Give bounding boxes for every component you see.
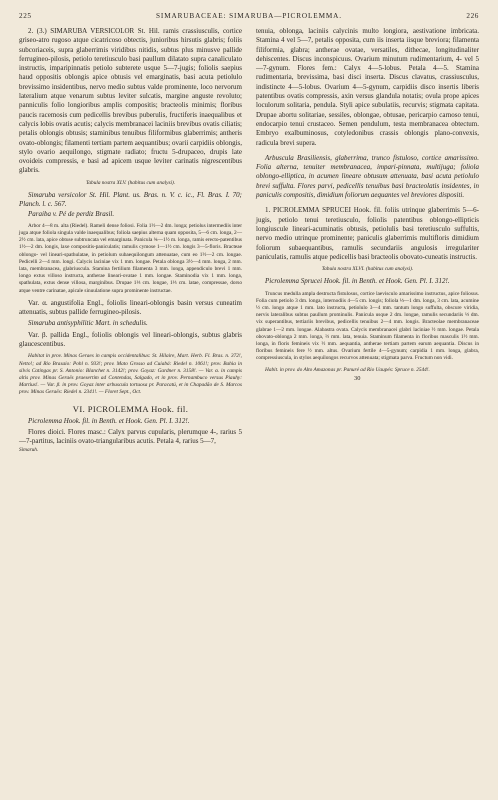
running-title: SIMARUBACEAE: SIMARUBA—PICROLEMMA.	[156, 12, 342, 20]
vernacular-name: Paraiba v. Pé de perdiz Brasil.	[28, 209, 115, 218]
running-head	[19, 12, 479, 21]
right-column	[256, 27, 479, 454]
detailed-description: Arbor 4—8 m. alta (Riedel). Rameli dense foliosi. Folia 1½—2 dm. longa; petiolus intermediis inter juga atque foliola singula valde inaequalibus; foliola saepius alterna quam opposita, 5—6 cm. longa, 2—2½ cm. lata, apice obtuse subtruncata vel emarginata. Panicula ¾—1½ m. longa, ramis erecto-patentibus 1½—2 dm. longis, laxe compositis-paniculatis; ramulis cymose 1—1½ cm. longis 3—5-floris. Bracteae oblongo- vel lineari-spathulatae, in petiolum subaequilongum attenuatae, cum eo 1½—2 cm. longae. Pedicelli 2—4 mm. longi. Calycis laciniae vix 1 mm. longae. Petala oblonga 3½—4 mm. longa, 2 mm. lata, membranacea, glabriuscula. Stamina fertilium filamenta 3 mm. longa, appendiculo brevi 1 mm. longo extus villoso instructa, antherae lineari-ovatae 1 mm. longae. Staminodia vix 1 mm. longa, spathulata, extus dense villosa, marginibus. Drupae 1⅓ cm. longae, 1⅓ cm. latae, compressae, dorso atque ventre carinatae, apicale sinuulatione supra prominente instructae.	[19, 222, 242, 294]
variety-beta: Var. β. pallida Engl., foliolis oblongis vel lineari-oblongis, subtus glabris glaucescentibus.	[19, 330, 242, 349]
habitat-note: Habitat in prov. Minas Geraes in campis occidentalibus: St. Hilaire, Mart. Herb. Fl. Bras. n. 372!, Netto!; ad Rio Brasaio: Pohl n. 933!; prov. Mato Grosso ad Cuiabá: Riedel n. 1061!; prov. Bahia in silvis Catingas pr. S. Antonio: Blanchet n. 3142!; prov. Goyaz: Gardner n. 3158!. — Var. α. in campis altis prov. Minas Geraës praesertim ad Contendas, Salgado, et in prov. Pernambuco versus Piauhy: Martius!. — Var. β. in prov. Goyaz inter arbuscula tortuosa pr. Paracatú, et in Chapadão de S. Marcos prov. Minas Geraës: Riedel n. 2341!. — Floret Sept., Oct.	[19, 353, 242, 396]
variety-alpha: Var. α. angustifolia Engl., foliolis lineari-oblongis basin versus cuneatim attenuatis, subtus pallide ferrugineo-pilosis.	[19, 298, 242, 317]
left-column	[19, 27, 242, 454]
plate-reference: Tabula nostra XLVI. (habitus cum analysi).	[321, 266, 414, 273]
page-number-right: 226	[466, 12, 479, 20]
genus-description: Flores dioici. Flores masc.: Calyx parvus cupularis, plerumque 4-, rarius 5—7-partitus, laciniis ovato-triangularibus acutis. Petala 4, rarius 5—7,	[19, 427, 242, 446]
plate-reference: Tabula nostra XLV. (habitus cum analysi).	[85, 179, 176, 186]
habit-description: Arbuscula Brasiliensis, glaberrima, trunco fistuloso, cortice amarissimo. Folia alterna, tenuiter membranacea, impari-pinnata, multijuga; foliola oblongo-elliptica, in acumen lineare obtusum attenuata, basi acuta petiolulo brevi suffulta. Flores parvi, pedicellis tenuibus basi bracteolatis insidentes, in paniculis compositis, dimidium foliorum aequantes vel breviores dispositi.	[256, 153, 479, 200]
fascicle-number: 30	[354, 374, 361, 382]
genus-reference: Picrolemma Hook. fil. in Benth. et Hook. Gen. Pl. I. 312!.	[28, 416, 190, 425]
species-description: 1. PICROLEMMA SPRUCEI Hook. fil. foliis utrinque glaberrimis 5—6-jugis, petiolo tenui teretiusculo, foliolis patentibus oblongo-ellipticis longiuscule lineari-acuminatis obtusis, petiolulis basi teretiusculo suffultis, nervo medio utrinque prominente; paniculis glaberrimis multifloris dimidium foliorum subaequantibus, ramulis secundariis angulosis irregulariter paniculatis, ramulis atque pedicellis basi bracteolis obovato-cuneatis instructis.	[256, 206, 479, 261]
genus-heading: VI. PICROLEMMA Hook. fil.	[72, 403, 189, 414]
species-description: 2. (3.) SIMARUBA VERSICOLOR St. Hil. ramis crassiusculis, cortice griseo-atro rugoso atque cicatricoso obtectis, junioribus hirsutis glabris; foliis subcoriaceis, supra glaberrimis viridibus nitidis, subtus plus minusve pallide ferrugineo-pilosis, petiolo teretiusculo basi paullum dilatato supra canaliculato instructis, imparipinnatis petiolo subterete usque 5—7-jugis; foliolis saepius haud oppositis oblongis apice obtusis vel emarginatis, basi acuta petiolulo brevissimo insidentibus, nervo medio subtus valde prominente, loco nervorum lateralium atque venarum subtus leviter sulcatis, margine anguste revoluto; panniculis folio longioribus amplis compositis; bracteolis minimis; floribus paucis racemosis cum pedicellis brevibus puberulis, fructiferis inaequalibus et calycis lobis ovatis acutis; calycis membranacei laciniis brevibus ovatis ciliatis; petalis oblongis obtusis; staminibus tenuibus filiformibus glaberrimis; antheris ovato-oblongis; filamenti tertiam partem aequantibus; ovarii carpidiis oblongis, stylo ovario aequilongo, stigmate radiato; fructu 5-drupaceo, drupis late ovoideis compressis, e basi ad apicem usque leviter carinatis nigrescentibus glabris.	[19, 27, 242, 175]
synonymy: Picrolemma Sprucei Hook. fil. in Benth. et Hook. Gen. Pl. I. 312!.	[265, 277, 450, 286]
columns	[19, 27, 479, 454]
genus-description-continued: tenuia, oblonga, laciniis calycinis multo longiora, aestivatione imbricata. Stamina 4 vel 5—7, petalis opposita, cum iis inserta iisque breviora; filamenta filiformia, glabra; antherae ovatae, versatiles, dithecae, longitudinaliter dehiscentes. Discus inconspicuus. Ovarium minutum rudimentarium, 4- vel 5—7-gynum. Flores fem.: Calyx 4—5-lobus. Petala 4—5. Stamina rudimentaria, brevissima, basi disci inserta. Discus clavatus, crassiusculus, indistincte 4—5-lobus. Ovarium 4—5-gynum, carpidiis disco insertis liberis patentibus ovatis compressis, axin versus glandula notatis; ovula prope apices loculorum solitaria, pendula. Styli apice subulatiis, recurvis; stigmata capitata. Drupae abortu solitariae, sessiles, oblongae, obtusae, pericarpio carnoso tenui, endocarpio tenui crustaceo. Semen pendulum, testa membranacea obtectum. Embryo exalbuminosus, cotyledonibus crassis oblongis plano-convexis, radicula brevi supera.	[256, 27, 479, 147]
fascicle-signature: Simaruh.	[19, 447, 39, 454]
variety-alpha-synonym: Simaruba antisyphilitic Mart. in schedulis.	[28, 319, 148, 328]
detailed-description: Truncus medulla ampla destructa fistulosus, cortice laevisculo amarissimo instructus, apice foliosus. Folia cum petiolo 3 dm. longa, internodiis 4—5 cm. longis; foliola ⅓—1 dm. longa, 3 cm. lata, acumine ½ cm. longo atque 1 mm. lato instructa, petiolulo 3—4 mm. tantum longo suffulta, obscure viridia, nervis lateralibus subtus paullum prominulis. Panicula usque 2 dm. longae, ramulis secundariis ⅓ dm. vix superantibus, tertiariis brevibus, pedicellis tenuibus 2—4 mm. longis. Bracteolae membranaceae glabrae 1—2 mm. longae. Alabastra ovata. Calycis membranacei glabri laciniae ½ mm. longae. Petala obovato-oblonga 2 mm. longa, ⅔ mm. lata, tenuia. Staminum filamenta in floribus masculis 1½ mm. longa, in floris femineis vix ½ mm. aequantia, antherae tertiam partem earum aequantia. Discus in floribus femineis fere ½ mm. altus. Ovarium fertile 4—5-gynum; carpidia 1 mm. longa, glabra, compressiuscula, in stylos aequilongos recurvos attenuata; stigmata parva. Fructum non vidi.	[256, 290, 479, 362]
page-number-left: 225	[19, 12, 32, 20]
synonymy: Simaruba versicolor St. Hil. Plant. us. Bras. n. V. c. ic., Fl. Bras. I. 70; Planch. l. c. 567.	[19, 190, 242, 209]
habitat-note: Habit. in prov. do Alto Amazonas pr. Panuré ad Rio Uaupés: Spruce n. 2544!.	[265, 366, 430, 373]
